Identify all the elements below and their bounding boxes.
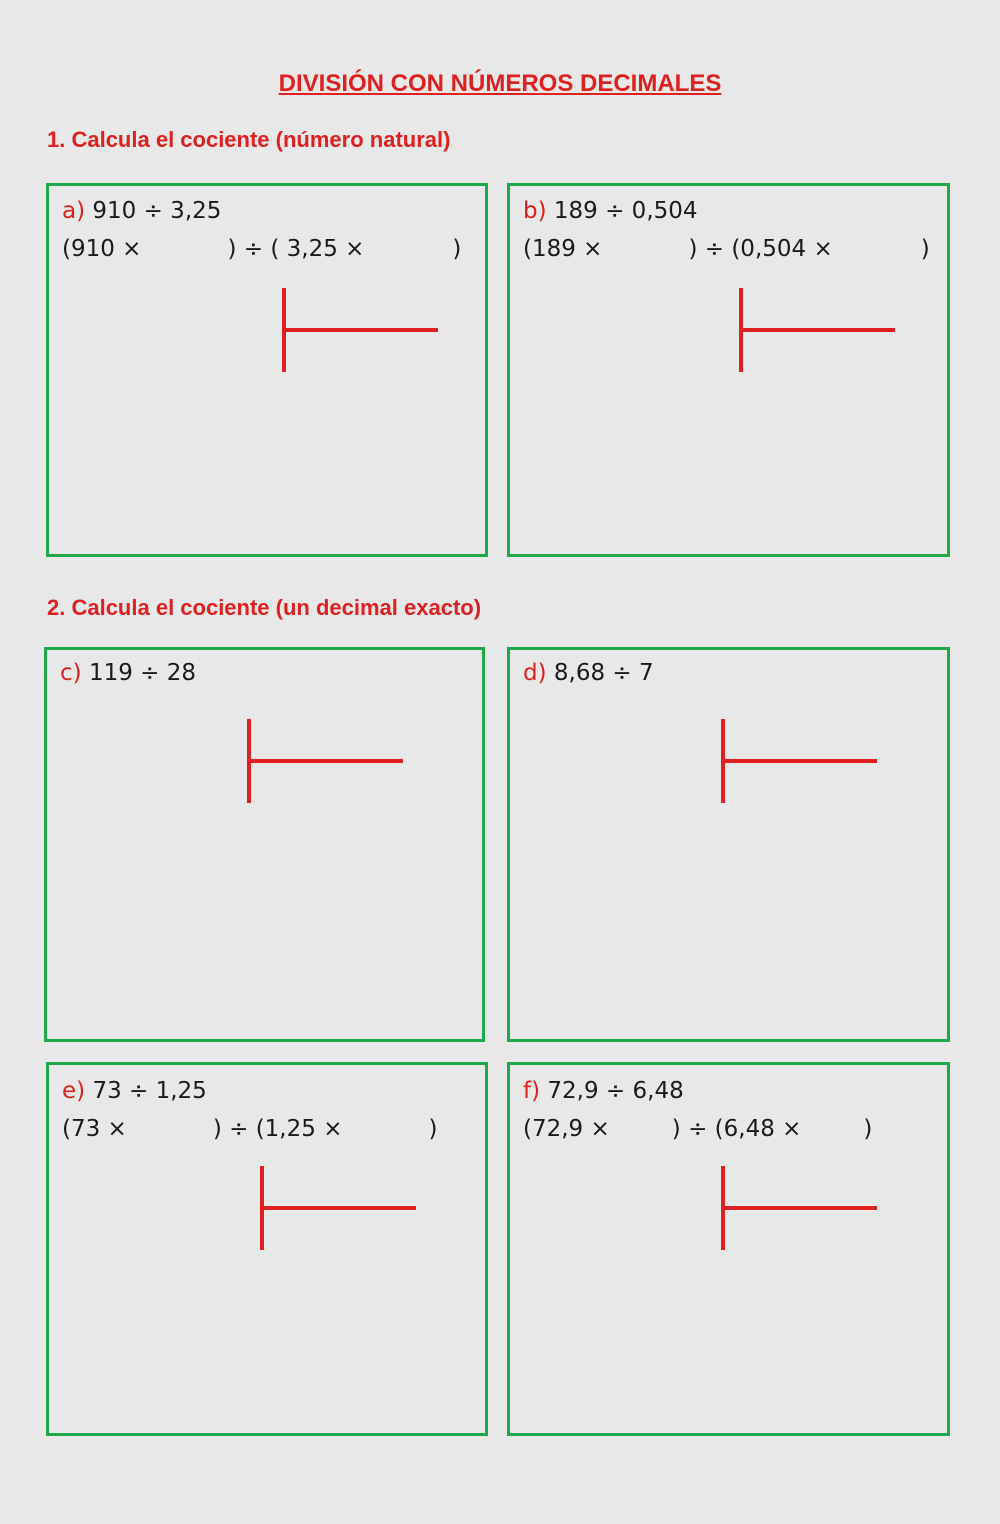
exercise-b-step-mid: ) ÷ (0,504 ×: [688, 236, 833, 262]
section-2-heading: 2. Calcula el cociente (un decimal exacto): [47, 595, 482, 620]
exercise-a-step-right: ): [452, 236, 462, 262]
section-1-heading: 1. Calcula el cociente (número natural): [47, 127, 451, 152]
exercise-f-step: [523, 1116, 872, 1142]
exercise-f-letter: f): [523, 1078, 541, 1104]
exercise-a-problem: [62, 198, 221, 224]
exercise-d-expression: 8,68 ÷ 7: [553, 660, 654, 686]
exercise-e-step-right: ): [428, 1116, 438, 1142]
exercise-a-step: [62, 236, 461, 262]
exercise-f-step-left: (72,9 ×: [523, 1116, 610, 1142]
exercise-f-problem: [523, 1078, 684, 1104]
exercise-d-letter: d): [523, 660, 547, 686]
exercise-b-problem: [523, 198, 698, 224]
exercise-b-step-right: ): [920, 236, 930, 262]
exercise-c-expression: 119 ÷ 28: [88, 660, 196, 686]
exercise-e-step: [62, 1116, 437, 1142]
exercise-e-expression: 73 ÷ 1,25: [92, 1078, 207, 1104]
exercise-c-letter: c): [60, 660, 82, 686]
exercise-e-letter: e): [62, 1078, 86, 1104]
exercise-c-box[interactable]: [44, 647, 485, 1042]
exercise-a-step-left: (910 ×: [62, 236, 142, 262]
exercise-e-step-left: (73 ×: [62, 1116, 127, 1142]
exercise-e-box[interactable]: [46, 1062, 488, 1436]
page-title: DIVISIÓN CON NÚMEROS DECIMALES: [278, 70, 722, 97]
exercise-b-step-left: (189 ×: [523, 236, 603, 262]
exercise-a-expression: 910 ÷ 3,25: [92, 198, 222, 224]
exercise-f-expression: 72,9 ÷ 6,48: [547, 1078, 684, 1104]
exercise-b-expression: 189 ÷ 0,504: [553, 198, 698, 224]
exercise-b-step: [523, 236, 930, 262]
exercise-d-problem: [523, 660, 654, 686]
exercise-b-box[interactable]: [507, 183, 950, 557]
exercise-a-step-mid: ) ÷ ( 3,25 ×: [227, 236, 365, 262]
exercise-b-letter: b): [523, 198, 547, 224]
exercise-f-step-right: ): [863, 1116, 873, 1142]
exercise-a-letter: a): [62, 198, 86, 224]
exercise-f-step-mid: ) ÷ (6,48 ×: [671, 1116, 802, 1142]
exercise-f-box[interactable]: [507, 1062, 950, 1436]
exercise-c-problem: [60, 660, 196, 686]
exercise-e-step-mid: ) ÷ (1,25 ×: [212, 1116, 343, 1142]
exercise-d-box[interactable]: [507, 647, 950, 1042]
exercise-a-box[interactable]: [46, 183, 488, 557]
exercise-e-problem: [62, 1078, 207, 1104]
